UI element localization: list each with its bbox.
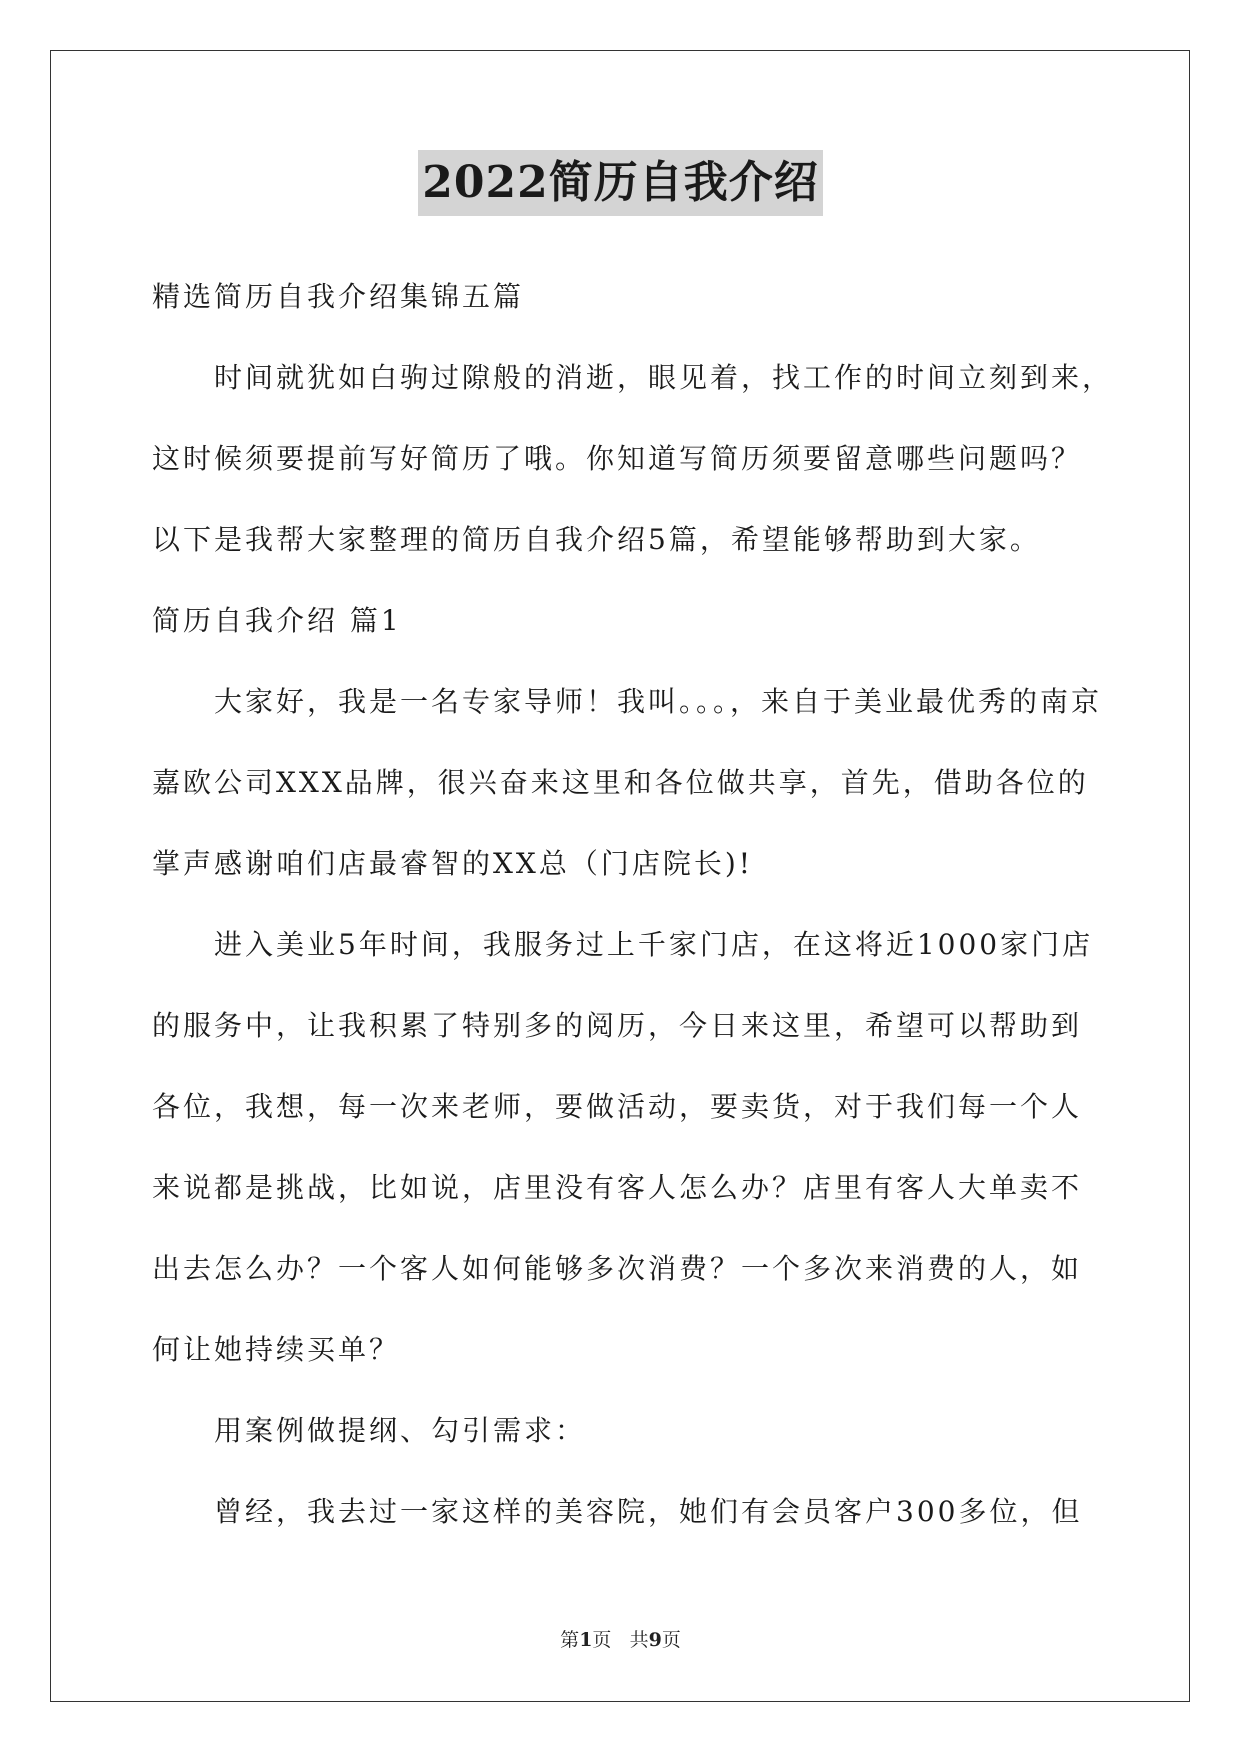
body-line: 进入美业5年时间，我服务过上千家门店，在这将近1000家门店: [214, 928, 1094, 961]
body-line: 这时候须要提前写好简历了哦。你知道写简历须要留意哪些问题吗？: [152, 442, 1083, 475]
body-line: 精选简历自我介绍集锦五篇: [152, 280, 525, 313]
body-line: 以下是我帮大家整理的简历自我介绍5篇，希望能够帮助到大家。: [152, 523, 1041, 556]
body-line: 的服务中，让我积累了特别多的阅历，今日来这里，希望可以帮助到: [152, 1009, 1083, 1042]
footer-total-suffix: 页: [661, 1629, 681, 1651]
body-line: 嘉欧公司XXX品牌，很兴奋来这里和各位做共享，首先，借助各位的: [152, 766, 1089, 799]
footer-total-prefix: 共: [629, 1629, 649, 1651]
footer-page-number: 1: [579, 1629, 593, 1651]
body-line: 用案例做提纲、勾引需求：: [214, 1414, 587, 1447]
body-line: 出去怎么办？一个客人如何能够多次消费？一个多次来消费的人，如: [152, 1252, 1083, 1285]
document-body: [152, 256, 1114, 1552]
body-line: 曾经，我去过一家这样的美容院，她们有会员客户300多位，但: [214, 1495, 1083, 1528]
body-line: 来说都是挑战，比如说，店里没有客人怎么办？店里有客人大单卖不: [152, 1171, 1083, 1204]
body-line: 简历自我介绍 篇1: [152, 604, 402, 637]
body-line: 掌声感谢咱们店最睿智的XX总（门店院长)!: [152, 847, 754, 880]
footer-page-suffix: 页: [592, 1629, 612, 1651]
body-line: 大家好，我是一名专家导师！我叫。。。，来自于美业最优秀的南京: [214, 685, 1103, 718]
body-line: 何让她持续买单？: [152, 1333, 401, 1366]
body-line: 时间就犹如白驹过隙般的消逝，眼见着，找工作的时间立刻到来，: [214, 361, 1114, 394]
title-area: [0, 150, 1241, 216]
page-footer: [0, 1626, 1241, 1654]
document-title: 2022简历自我介绍: [418, 150, 822, 216]
footer-total-pages: 9: [648, 1629, 662, 1651]
footer-page-prefix: 第: [560, 1629, 580, 1651]
body-line: 各位，我想，每一次来老师，要做活动，要卖货，对于我们每一个人: [152, 1090, 1083, 1123]
